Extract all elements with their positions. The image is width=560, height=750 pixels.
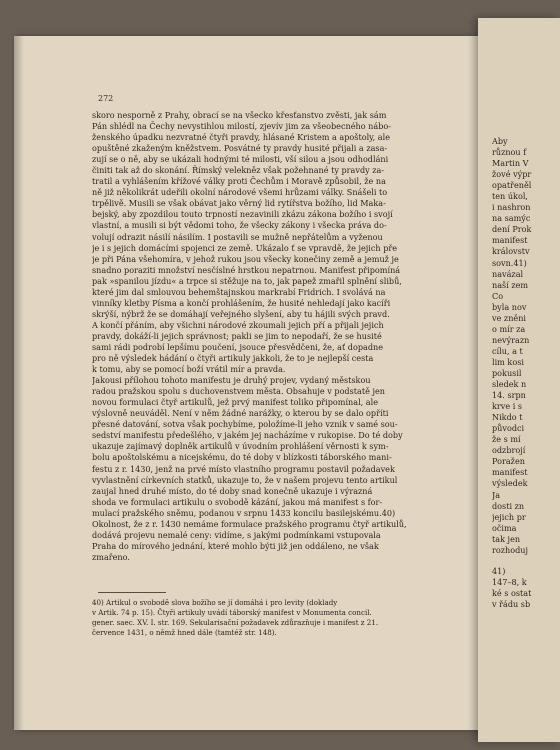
text-line: sedství manifestu předešlého, v jakém jej nacházíme v rukopise. Do té doby <box>92 430 403 441</box>
right-page-line: očima <box>492 522 517 533</box>
footnote-separator <box>98 592 166 593</box>
right-page-line: 147–8, k <box>492 576 527 587</box>
text-line: opuštěné zkaženým kněžstvem. Posvátné ty pravdy husité přijali a zasa- <box>92 143 388 154</box>
right-page-line: ve zněni <box>492 312 527 323</box>
text-line: mulací pražského sněmu, podanou v srpnu 1433 koncilu basilejskému.40) <box>92 507 396 518</box>
text-line: které jim dal smlouvou behemštajnskou markrabí Fridrich. I svolává na <box>92 286 386 297</box>
right-page-line: rozhoduj <box>492 544 528 555</box>
right-page-line: jejich pr <box>492 511 526 522</box>
right-page-line: cílu, a t <box>492 345 523 356</box>
text-line: dodává projevu nemalé ceny: vidíme, s jakými podmínkami vstupovala <box>92 529 381 540</box>
text-line: A končí přáním, aby všichni národové zkoumali jejich pří a přijali jejich <box>92 319 384 330</box>
right-page-line: opatřeněl <box>492 180 532 191</box>
right-book-page <box>478 18 560 742</box>
text-line: radou pražskou spolu s duchovenstvem města. Obsahuje v podstatě jen <box>92 386 385 397</box>
right-page-line: lim kosi <box>492 356 524 367</box>
text-line: zují se o ně, aby se ukázali hodnými té milosti, vší silou a jsou odhodláni <box>92 154 389 165</box>
right-page-line: Ja <box>492 489 501 500</box>
right-page-line: navázal <box>492 268 524 279</box>
text-line: trpělivě. Musili se však obávat jako věrný lid rytířstva božího, lid Maka- <box>92 198 386 209</box>
text-line: Okolnost, že z r. 1430 nemáme formulace pražského programu čtyř artikulů, <box>92 518 407 529</box>
right-page-line: manifest <box>492 467 528 478</box>
right-page-line: byla nov <box>492 301 527 312</box>
page-gutter-shadow <box>14 36 24 730</box>
right-page-line: krve i s <box>492 401 523 412</box>
text-line: zaujal hned druhé místo, do té doby snad konečně ukazuje i výrazná <box>92 485 373 496</box>
right-page-line: naší zem <box>492 279 529 290</box>
text-line: je při Pána všehomíra, v jehož rukou jsou všecky konečiny země a jemuž je <box>92 253 399 264</box>
text-line: výslovně neuváděl. Není v něm žádné narážky, o kterou by se dalo opříti <box>92 408 389 419</box>
text-line: volují odrazit násilí násilím. I postavili se mužně nepřátelům a vyženou <box>92 231 383 242</box>
right-page-line: ké s ostat <box>492 587 532 598</box>
right-page-line: 41) <box>492 565 506 576</box>
text-line: vyvlastnění církevních statků, ukazuje to, že v našem projevu tento artikul <box>92 474 398 485</box>
right-page-line: pokusil <box>492 367 522 378</box>
footnote-line: gener. saec. XV. I. str. 169. Sekularisační požadavek zdůrazňuje i manifest z 21. <box>92 618 379 627</box>
text-line: vlastní, a musili si být vědomi toho, že všecky zákony i všecka práva do- <box>92 220 387 231</box>
right-page-line: původci <box>492 423 525 434</box>
text-line: skoro nesporně z Prahy, obrací se na všecko křesťanstvo zvěsti, jak sám <box>92 110 387 120</box>
right-page-line: dení Prok <box>492 224 532 235</box>
right-page-line: sledek n <box>492 379 527 390</box>
footnote-line: 40) Artikul o svobodě slova božího se jí domáhá i pro levity (doklady <box>92 598 338 607</box>
right-page-line: výsledek <box>492 478 528 489</box>
text-line: ně již několikrát udeřili okolní národové všemi hrůzami války. Snášeli to <box>92 187 388 198</box>
right-page-line <box>492 556 560 566</box>
right-page-line: dosti zn <box>492 500 525 511</box>
text-line: přesné datování, sotva však pochybíme, položíme-li jeho vznik v samé sou- <box>92 419 398 430</box>
text-line: snadno poraziti množství nesčíslné hrstkou nepatrnou. Manifest připomíná <box>92 264 401 275</box>
right-page-line: v řádu sb <box>492 598 531 609</box>
right-page-line: i nashron <box>492 202 531 213</box>
text-line: pak »spanilou jízdu« a trpce si stěžuje na to, jak papež zmařil splnění slibů, <box>92 275 402 286</box>
right-page-text <box>492 136 560 610</box>
right-page-line: na samýc <box>492 213 531 224</box>
text-line: Praha do mírového jednání, které mohlo býti již jen oddáleno, ne však <box>92 540 379 551</box>
footnote-line: v Artik. 74 p. 15). Čtyři artikuly uvádí táborský manifest v Monumenta concil. <box>92 608 372 617</box>
text-line: pravdy, dokáží-li jejich správnost; pakli se jim to nepodaří, že se husité <box>92 330 382 341</box>
text-line: sami rádi podrobí lepšímu poučení, jsouce přesvědčeni, že, ať dopadne <box>92 341 384 352</box>
text-line: zmařeno. <box>92 551 130 562</box>
text-line: je i s jejich domácími spojenci ze země. Ukázalo ť se vpravdě, že jejich pře <box>92 242 398 253</box>
right-page-line: nevýrazn <box>492 334 530 345</box>
right-page-line: Nikdo t <box>492 412 523 423</box>
right-page-line: odzbrojí <box>492 445 526 456</box>
page-number: 272 <box>98 94 114 103</box>
text-line: vinníky kletby Písma a končí prohlášením, že husité nehledají jako kacíři <box>92 297 391 308</box>
text-line: pro ně výsledek hádání o čtyři artikuly jakkoli, že to je nejlepší cesta <box>92 353 374 364</box>
right-page-line: sovn.41) <box>492 257 527 268</box>
right-page-line: že s mí <box>492 434 521 445</box>
text-line: činiti tak až do skonání. Římský velekněz však požehnané ty pravdy za- <box>92 165 385 176</box>
text-line: ženského úpadku nezvratné čtyři pravdy, hlásané Kristem a apoštoly, ale <box>92 132 391 143</box>
right-page-line: Martin V <box>492 158 529 169</box>
right-page-line: Poražen <box>492 456 525 467</box>
right-page-line: královstv <box>492 246 530 257</box>
text-line: novou formulaci čtyř artikulů, jež prvý manifest toliko připomínal, ale <box>92 397 379 408</box>
text-line: Jakousi přílohou tohoto manifestu je druhý projev, vydaný městskou <box>92 375 371 386</box>
right-page-line: Co <box>492 290 504 301</box>
text-line: tratil a vyhlášením křížové války proti Čechům i Moravě způsobil, že na <box>92 176 386 187</box>
text-line: ukazuje zajímavý doplněk artikulů v úvodním prohlášení věrnosti k sym- <box>92 441 389 452</box>
footnote-line: července 1431, o němž hned dále (tamtéž str. 148). <box>92 628 277 637</box>
text-line: k tomu, aby se pomocí boží vrátil mír a pravda. <box>92 364 286 375</box>
right-page-line: manifest <box>492 235 528 246</box>
text-line: shoda ve formulaci artikulu o svobodě kázání, jakou má manifest s for- <box>92 496 383 507</box>
right-page-line: tak jen <box>492 533 521 544</box>
text-line: Pán shlédl na Čechy nevystihlou milostí, zjevív jim za všeobecného nábo- <box>92 121 391 132</box>
text-line: skrýší, nýbrž že se domáhají veřejného slyšení, aby tu hájili svých pravd. <box>92 308 390 319</box>
right-page-line: o mír za <box>492 323 526 334</box>
right-page-line: ten úkol, <box>492 191 528 202</box>
text-line: bejský, aby zpozdilou touto trpností nezavinili zkázu zákona božího i svojí <box>92 209 393 220</box>
right-page-line: 14. srpn <box>492 390 526 401</box>
right-page-line: žové výpr <box>492 169 532 180</box>
right-page-line: různou f <box>492 147 527 158</box>
main-body-text <box>92 110 465 563</box>
text-line: bolu apoštolskému a nicejskému, do té doby v blízkosti táborského mani- <box>92 452 392 463</box>
right-page-line: Aby <box>492 136 508 146</box>
text-line: festu z r. 1430, jenž na prvé místo vlastního programu postavil požadavek <box>92 463 395 474</box>
footnote-block <box>92 598 465 638</box>
